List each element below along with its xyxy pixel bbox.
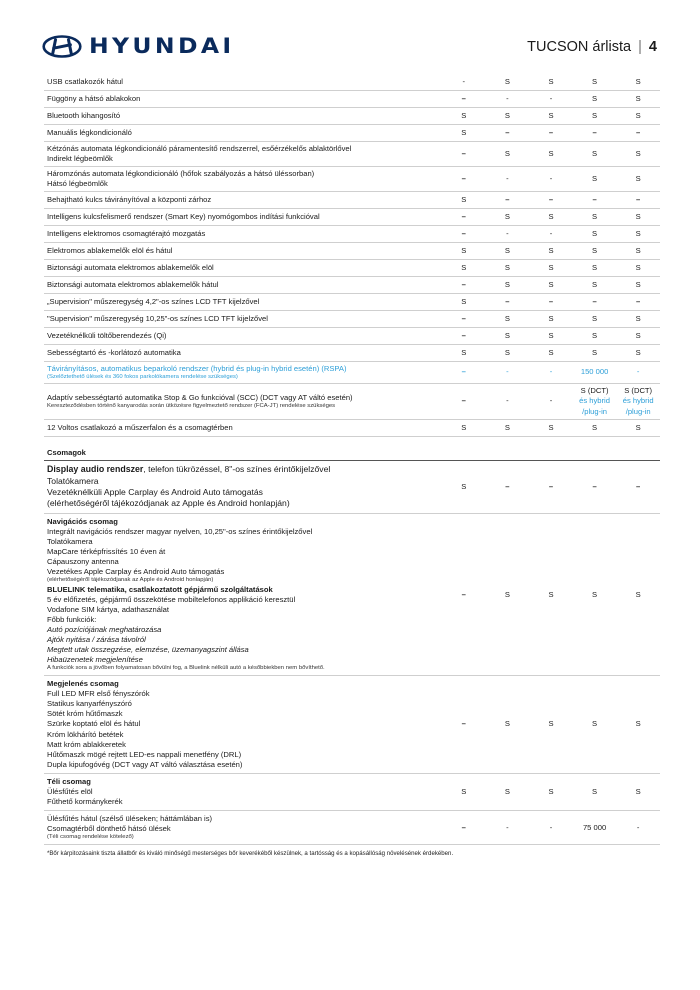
row-label (44, 212, 442, 222)
title-separator: | (638, 39, 642, 55)
row-label (44, 229, 442, 239)
cell: – (592, 194, 597, 204)
cell: S (461, 245, 467, 255)
table-row (44, 125, 660, 142)
cell: S (635, 110, 641, 120)
row-label-text: Bluetooth kihangosító (47, 110, 121, 120)
cell: S (635, 313, 641, 323)
cell: – (592, 127, 597, 137)
cell: S (461, 110, 467, 120)
cell: - (506, 822, 509, 832)
cell: S (548, 347, 554, 357)
bluelink-line: Főbb funkciók: (47, 614, 97, 624)
cell: – (461, 822, 466, 832)
cell: – (636, 194, 641, 204)
table-row (44, 311, 660, 328)
cell: S (461, 296, 467, 306)
rspa-title: Távirányításos, automatikus beparkoló rendszer (hybrid és plug-in hybrid esetén) (RSPA) (47, 363, 347, 373)
cell: – (461, 173, 466, 183)
rear-heat-line: Csomagtérből dönthető hátsó ülések (47, 823, 171, 833)
cell: – (636, 296, 641, 306)
cell: S (592, 330, 598, 340)
row-label (44, 314, 442, 324)
cell: S (635, 786, 641, 796)
cell: – (548, 296, 554, 306)
dct-sub1: és hybrid (579, 396, 610, 406)
cell: – (461, 148, 466, 158)
cell: - (506, 93, 509, 103)
cell: S (504, 719, 510, 729)
cell: – (461, 313, 466, 323)
cell: S (592, 173, 598, 183)
cell: S (635, 719, 641, 729)
cell: S (504, 330, 510, 340)
cell: - (506, 367, 509, 377)
row-label-text: Biztonsági automata elektromos ablakemelők hátul (47, 279, 219, 289)
cell: S (592, 719, 598, 729)
cell-dct (573, 386, 617, 416)
appearance-line: Sötét króm hűtőmaszk (47, 709, 123, 719)
table-row (44, 226, 660, 243)
cell: – (592, 481, 597, 491)
dct-label: S (DCT) (580, 386, 609, 396)
nav-line: Integrált navigációs rendszer magyar nyelven, 10,25"-os színes érintőkijelzővel (47, 526, 313, 536)
document-title (527, 39, 657, 55)
nav-line: MapCare térképfrissítés 10 éven át (47, 546, 166, 556)
cell: S (504, 279, 510, 289)
row-label-text: Manuális légkondicionáló (47, 127, 132, 137)
scc-title: Adaptív sebességtartó automatika Stop & Go funkcióval (SCC) (DCT vagy AT váltó esetén) (47, 392, 353, 402)
table-row-display-audio (44, 461, 660, 514)
winter-package-label (44, 774, 442, 810)
cell: S (592, 228, 598, 238)
scc-label (44, 393, 442, 411)
table-row (44, 142, 660, 167)
cell: - (549, 173, 553, 183)
cell: - (506, 173, 509, 183)
appearance-package-title: Megjelenés csomag (47, 679, 119, 689)
table-row-nav-package (44, 514, 660, 677)
cell: S (548, 313, 554, 323)
cell: S (504, 245, 510, 255)
row-label-text: Intelligens elektromos csomagtérajtó mozgatás (47, 228, 206, 238)
row-label-text: Biztonsági automata elektromos ablakemelők elöl (47, 262, 214, 272)
display-audio-line: (elérhetőségéről tájékozódjanak az Apple és Android honlapján) (47, 498, 290, 509)
cell: S (635, 93, 641, 103)
cell: S (635, 211, 641, 221)
table-row-rspa (44, 362, 660, 384)
page-number: 4 (648, 39, 657, 55)
cell: S (548, 76, 554, 86)
appearance-line: Dupla kipufogóvég (DCT vagy AT váltó választása esetén) (47, 759, 243, 769)
cell: – (636, 127, 641, 137)
cell: S (461, 786, 467, 796)
appearance-line: Matt króm ablakkeretek (47, 739, 126, 749)
cell: – (461, 228, 466, 238)
cell: S (592, 245, 598, 255)
cell: S (548, 330, 554, 340)
cell: - (549, 93, 553, 103)
cell: S (592, 110, 598, 120)
table-row (44, 345, 660, 362)
cell: S (548, 211, 554, 221)
cell: S (592, 148, 598, 158)
cell: S (635, 422, 641, 432)
cell: S (504, 76, 510, 86)
cell: S (548, 422, 554, 432)
cell: S (504, 110, 510, 120)
cell: S (592, 211, 598, 221)
bluelink-title: BLUELINK telematika, csatlakoztatott gépjármű szolgáltatások (47, 584, 273, 594)
cell: S (592, 313, 598, 323)
row-label-text: Háromzónás automata légkondicionáló (hőfok szabályozás a hátsó üléssorban) (47, 168, 315, 178)
nav-package-title: Navigációs csomag (47, 516, 118, 526)
cell: S (635, 228, 641, 238)
cell: 75 000 (582, 822, 607, 832)
row-label (44, 331, 442, 341)
table-row (44, 74, 660, 91)
cell: S (504, 211, 510, 221)
cell: S (548, 245, 554, 255)
feature-rows (44, 74, 660, 362)
cell: S (635, 148, 641, 158)
table-row (44, 209, 660, 226)
winter-line: Ülésfűtés elöl (47, 786, 93, 796)
cell: S (548, 262, 554, 272)
rear-heat-label (44, 811, 442, 845)
cell: – (505, 127, 510, 137)
cell: S (592, 93, 598, 103)
row-label-text: Elektromos ablakemelők elöl és hátul (47, 245, 173, 255)
table-row-12v (44, 420, 660, 437)
hyundai-logo (42, 34, 235, 58)
cell: S (592, 76, 598, 86)
cell: S (635, 245, 641, 255)
table-row (44, 167, 660, 192)
table-row (44, 192, 660, 209)
rspa-note: (Szelőztethető ülések és 360 fokos parkolókamera rendelése szükséges) (47, 373, 238, 380)
cell: – (548, 194, 554, 204)
cell: - (549, 228, 553, 238)
footnote: *Bőr kárpitozásaink tiszta állatbőr és kiváló minőségű mesterséges bőr keverékéből készülnek, a tartósság és a kopásállóság növelésének érdekében. (47, 850, 454, 858)
table-row (44, 294, 660, 311)
table-row (44, 277, 660, 294)
dct-label: S (DCT) (624, 386, 653, 396)
display-audio-title-rest: , telefon tükrözéssel, 8"-os színes érintőkijelzővel (143, 464, 331, 474)
dct-sub2: /plug-in (625, 406, 651, 416)
appearance-package-label (44, 676, 442, 772)
cell: S (635, 262, 641, 272)
cell: S (504, 148, 510, 158)
cell: - (636, 367, 640, 377)
rspa-label (44, 364, 442, 382)
row-label (44, 144, 442, 164)
row-label (44, 280, 442, 290)
cell: - (636, 822, 640, 832)
cell: – (461, 330, 466, 340)
dct-sub1: és hybrid (622, 396, 654, 406)
hyundai-emblem-icon (42, 35, 82, 58)
cell: – (461, 719, 466, 729)
bluelink-line: Vodafone SIM kártya, adathasználat (47, 604, 170, 614)
cell: – (461, 211, 466, 221)
cell: S (461, 347, 467, 357)
bluelink-footer-note: A funkciók sora a jövőben folyamatosan bővülni fog, a Bluelink nélküli autó a későbbiekben nem bővíthető. (47, 664, 325, 671)
cell: – (461, 93, 466, 103)
cell: S (592, 589, 598, 599)
cell: S (548, 148, 554, 158)
row-label: 12 Voltos csatlakozó a műszerfalon és a csomagtérben (47, 422, 233, 432)
cell: S (635, 173, 641, 183)
appearance-line: Hűtőmaszk mögé rejtett LED-es nappali menetfény (DRL) (47, 749, 242, 759)
nav-line: Tolatókamera (47, 536, 93, 546)
row-label-text: Vezetéknélküli töltőberendezés (Qi) (47, 330, 167, 340)
table-row-appearance-package (44, 676, 660, 773)
row-label-text: „Supervision" műszeregység 4,2"-os színes LCD TFT kijelzővel (47, 296, 260, 306)
doc-title-text: TUCSON árlista (527, 39, 632, 55)
cell: S (504, 347, 510, 357)
cell: S (504, 262, 510, 272)
table-row-scc (44, 384, 660, 420)
cell: - (462, 76, 466, 86)
page-header (0, 0, 700, 70)
appearance-line: Full LED MFR első fényszórók (47, 689, 150, 699)
cell: S (548, 279, 554, 289)
nav-package-label (44, 514, 442, 676)
cell: S (504, 786, 510, 796)
row-label-text: Indirekt légbeömlők (47, 154, 113, 163)
row-label-text: Sebességtartó és -korlátozó automatika (47, 347, 181, 357)
cell: S (548, 786, 554, 796)
cell: S (592, 262, 598, 272)
row-label (44, 94, 442, 104)
cell: – (461, 367, 466, 377)
cell: - (506, 396, 509, 406)
table-row (44, 243, 660, 260)
cell: – (461, 396, 466, 406)
cell: – (461, 279, 466, 289)
nav-line: Cápauszony antenna (47, 556, 119, 566)
cell: S (504, 313, 510, 323)
table-row (44, 328, 660, 345)
cell: S (461, 481, 467, 491)
bluelink-line: 5 év előfizetés, gépjármű összekötése mobiltelefonos applikáció keresztül (47, 594, 296, 604)
cell: S (635, 76, 641, 86)
cell: S (504, 589, 510, 599)
appearance-line: Szürke koptató elöl és hátul (47, 719, 141, 729)
nav-line: Vezetékes Apple Carplay és Android Auto támogatás (47, 566, 225, 576)
cell: 150 000 (580, 367, 609, 377)
cell: S (548, 719, 554, 729)
table-row (44, 91, 660, 108)
cell: – (636, 481, 641, 491)
bluelink-function: Autó pozíciójának meghatározása (47, 624, 162, 634)
appearance-line: Króm lökhárító betétek (47, 729, 124, 739)
cell: S (635, 589, 641, 599)
row-label (44, 77, 442, 87)
cell: S (461, 127, 467, 137)
cell: S (548, 589, 554, 599)
rear-heat-note: (Téli csomag rendelése kötelező) (47, 833, 134, 840)
winter-package-title: Téli csomag (47, 776, 91, 786)
cell: S (635, 279, 641, 289)
row-label-text: Intelligens kulcsfelismerő rendszer (Smart Key) nyomógombos indítási funkcióval (47, 211, 320, 221)
cell: - (549, 822, 553, 832)
appearance-line: Statikus kanyarfényszóró (47, 699, 132, 709)
cell: – (548, 127, 554, 137)
display-audio-line: Tolatókamera (47, 475, 99, 486)
row-label-text: USB csatlakozók hátul (47, 76, 123, 86)
dct-sub2: /plug-in (582, 406, 608, 416)
cell-dct (616, 386, 660, 416)
cell: S (635, 347, 641, 357)
row-label-text: Függöny a hátsó ablakokon (47, 93, 141, 103)
row-label-text: Behajtható kulcs távirányítóval a központi zárhoz (47, 194, 212, 204)
table-row (44, 108, 660, 125)
cell: S (504, 422, 510, 432)
bluelink-function: Hibaüzenetek megjelenítése (47, 654, 143, 664)
row-label-text: Kétzónás automata légkondicionáló páramentesítő rendszerrel, esőérzékelős ablaktörlővel (47, 143, 352, 153)
row-label (44, 111, 442, 121)
display-audio-label (44, 461, 442, 513)
nav-small-note: (elérhetőségéről tájékozódjanak az Apple és Android honlapján) (47, 576, 214, 583)
table-row-winter-package (44, 774, 660, 811)
cell: S (635, 330, 641, 340)
cell: S (592, 786, 598, 796)
display-audio-line: Vezetéknélküli Apple Carplay és Android Auto támogatás (47, 486, 263, 497)
brand-wordmark: HYUNDAI (89, 34, 235, 58)
scc-note: Kereszteződésben történő kanyarodás során ütközésre figyelmeztető rendszer (FCA-JT) rendelése szükséges (47, 402, 336, 409)
cell: S (592, 347, 598, 357)
cell: S (548, 110, 554, 120)
row-label (44, 169, 442, 189)
row-label-text: Hátsó légbeömlők (47, 179, 108, 188)
cell: S (461, 422, 467, 432)
cell: - (549, 367, 553, 377)
row-label-text: "Supervision" műszeregység 10,25"-os színes LCD TFT kijelzővel (47, 313, 268, 323)
table-row-rear-heat (44, 811, 660, 846)
cell: – (592, 296, 597, 306)
cell: – (505, 194, 510, 204)
row-label (44, 297, 442, 307)
cell: – (548, 481, 554, 491)
display-audio-title: Display audio rendszer (47, 464, 144, 474)
row-label (44, 348, 442, 358)
row-label (44, 263, 442, 273)
row-label (44, 195, 442, 205)
equipment-table (44, 74, 660, 859)
winter-line: Fűthető kormánykerék (47, 796, 123, 806)
cell: S (461, 262, 467, 272)
rear-heat-line: Ülésfűtés hátul (szélső üléseken; háttámlában is) (47, 813, 213, 823)
cell: - (506, 228, 509, 238)
cell: S (461, 194, 467, 204)
packages-section-heading: Csomagok (44, 437, 660, 461)
cell: S (592, 279, 598, 289)
cell: – (505, 481, 510, 491)
bluelink-function: Megtett utak összegzése, elemzése, üzemanyagszint állása (47, 644, 249, 654)
row-label (44, 128, 442, 138)
bluelink-function: Ajtók nyitása / zárása távolról (47, 634, 146, 644)
row-label (44, 246, 442, 256)
cell: S (592, 422, 598, 432)
table-row (44, 260, 660, 277)
cell: – (505, 296, 510, 306)
cell: – (461, 589, 466, 599)
cell: - (549, 396, 553, 406)
